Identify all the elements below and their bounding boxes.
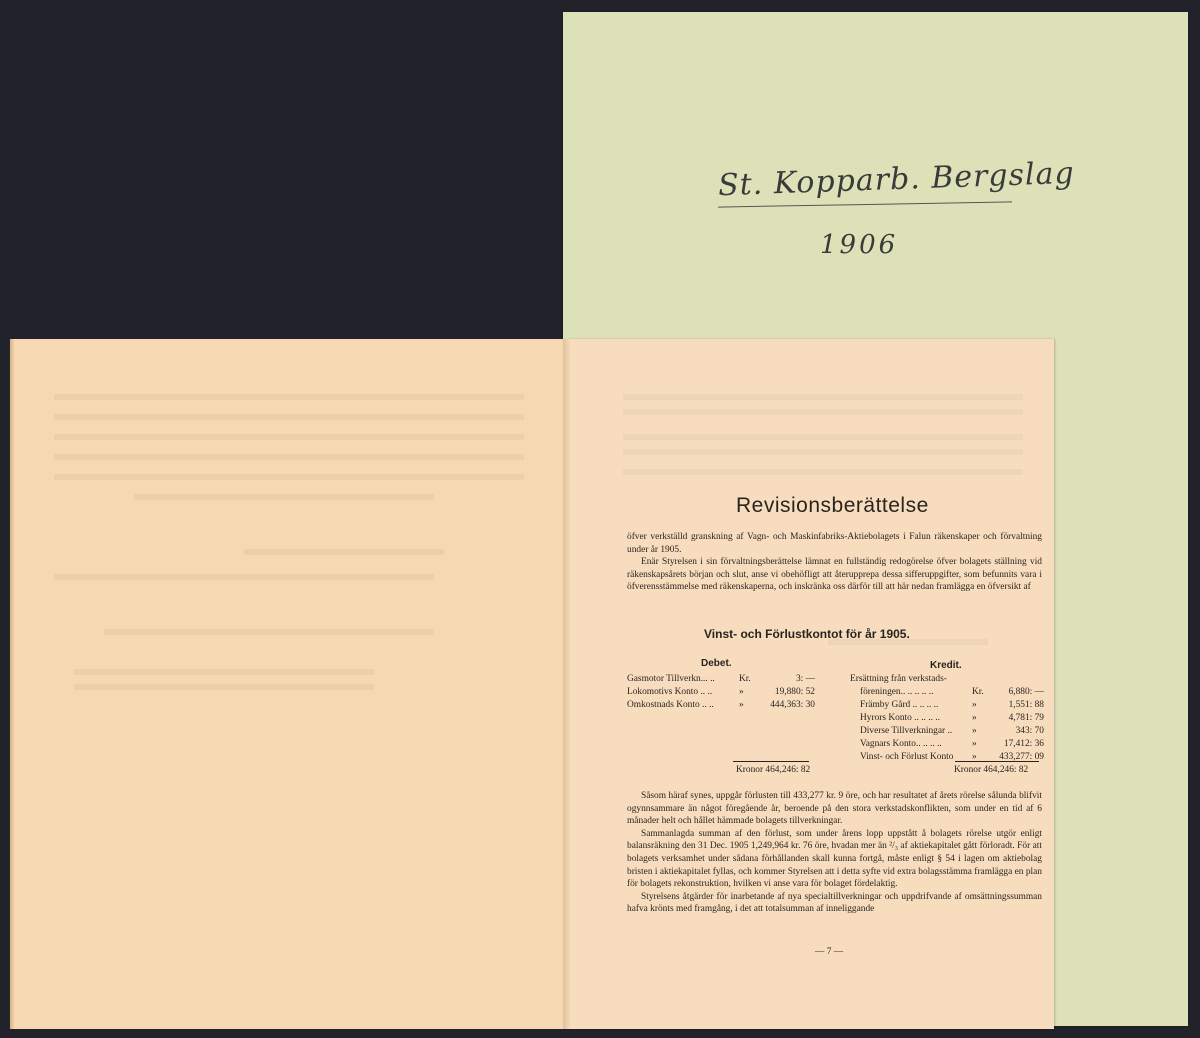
bleed-through-line [623, 394, 1023, 400]
ledger-unit: » [972, 739, 977, 749]
bleed-through-line [623, 449, 1023, 455]
ledger-row [627, 674, 815, 687]
intro-paragraph: Enär Styrelsen i sin förvaltningsberättelse lämnat en fullständig redogörelse öfver bolagets ställning vid räkenskapsårets början och slut, anse vi obehöfligt att återupprepa dessa sifferuppgifter, som befunnits vara i öfverensstämmelse med räkenskaperna, och inskränka oss därför till att här nedan framlägga en öfversikt af [627, 557, 1042, 593]
ledger-label: Främby Gård .. .. .. .. [860, 700, 939, 710]
bleed-through-line [244, 549, 444, 555]
ledger-unit: » [972, 713, 977, 723]
ledger-unit: » [739, 700, 744, 710]
kredit-heading: Kredit. [930, 660, 962, 671]
ledger-unit: » [972, 726, 977, 736]
bleed-through-line [623, 409, 1023, 415]
ledger-amount: 4,781: 79 [1008, 713, 1044, 723]
bleed-through-line [74, 669, 374, 675]
bleed-through-line [54, 434, 524, 440]
body-paragraph: Sammanlagda summan af den förlust, som under årens lopp uppstått å bolagets rörelse utgör enligt balansräkning den 31 Dec. 1905 1,249,964 kr. 76 öre, hvadan mer än ²/₃ af aktiekapitalet gått förloradt. För att bolagets verksamhet under sådana förhållanden skall kunna fortgå, måste enligt § 54 i lagen om aktiebolag bristen i aktiekapitalet fyllas, och kommer Styrelsen att i detta syfte vid extra bolagsstämma framlägga en plan för bolagets rekonstruktion, hvilken vi anse vara för bolaget fördelaktig. [627, 828, 1042, 890]
bleed-through-line [54, 454, 524, 460]
ledger-amount: 343: 70 [1015, 726, 1044, 736]
kredit-total: Kronor 464,246: 82 [954, 765, 1029, 775]
ledger-label: Vinst- och Förlust Konto [860, 752, 954, 762]
bleed-through-line [54, 474, 524, 480]
ledger-amount: 3: — [795, 674, 815, 684]
kredit-column [832, 674, 1044, 765]
ledger-row [627, 700, 815, 713]
ledger-amount: 433,277: 09 [999, 752, 1044, 762]
bleed-through-line [54, 574, 434, 580]
ledger-amount: 1,551: 88 [1008, 700, 1044, 710]
ledger-label: Ersättning från verkstads- [850, 674, 947, 684]
debet-total-rule [733, 761, 809, 762]
body-paragraph: Såsom häraf synes, uppgår förlusten till 433,277 kr. 9 öre, och har resultatet af årets rörelse sålunda blifvit ogynnsammare än något föregående år, beroende på den stora verkstadskonflikten, som under en tid af 6 månader helt och hållet hämmade bolagets tillverkningar. [627, 791, 1042, 827]
ledger-label: Gasmotor Tillverkn... .. [627, 674, 715, 684]
ledger-label: Hyrors Konto .. .. .. .. [860, 713, 940, 723]
body-paragraph: Styrelsens åtgärder för inarbetande af nya specialtillverkningar och uppdrifvande af omsättningssumman hafva krönts med framgång, i det att totalsumman af inneliggande [627, 891, 1042, 915]
body-text [627, 790, 1042, 916]
ledger-row [832, 674, 1044, 687]
bleed-through-line [54, 414, 524, 420]
left-page [14, 339, 568, 1029]
report-title: Revisionsberättelse [736, 494, 929, 517]
bleed-through-line [623, 469, 1023, 475]
handwritten-title: St. Kopparb. Bergslag [717, 155, 1076, 204]
kredit-total-rule [955, 761, 1039, 762]
ledger-unit: Kr. [972, 687, 984, 697]
ledger-amount: 6,880: — [1008, 687, 1044, 697]
bleed-through-line [134, 494, 434, 500]
intro-text [627, 531, 1042, 594]
bleed-through-line [104, 629, 434, 635]
ledger-amount: 17,412: 36 [1003, 739, 1044, 749]
ledger-row [832, 739, 1044, 752]
ledger-unit: » [739, 687, 744, 697]
ledger-unit: Kr. [739, 674, 751, 684]
ledger-unit: » [972, 700, 977, 710]
page-fold [563, 339, 571, 1029]
ledger-label: föreningen.. .. .. .. .. [860, 687, 934, 697]
handwritten-year: 1906 [820, 230, 899, 260]
debet-total: Kronor 464,246: 82 [736, 765, 811, 775]
ledger-row [832, 713, 1044, 726]
ledger-row [627, 687, 815, 700]
ledger-label: Vagnars Konto.. .. .. .. [860, 739, 942, 749]
ledger-row [832, 700, 1044, 713]
ledger-unit: » [972, 752, 977, 762]
bleed-through-line [74, 684, 374, 690]
ledger-row [832, 687, 1044, 700]
ledger-amount: 444,363: 30 [770, 700, 815, 710]
bleed-through-line [623, 434, 1023, 440]
ledger-amount: 19,880: 52 [774, 687, 815, 697]
ledger-label: Omkostnads Konto .. .. [627, 700, 714, 710]
ledger-row [832, 752, 1044, 765]
intro-paragraph: öfver verkställd granskning af Vagn- och Maskinfabriks-Aktiebolagets i Falun räkenskaper och förvaltning under år 1905. [627, 532, 1042, 555]
ledger-label: Diverse Tillverkningar .. [860, 726, 953, 736]
ledger-label: Lokomotivs Konto .. .. [627, 687, 713, 697]
ledger-row [832, 726, 1044, 739]
page-number: — 7 — [815, 947, 844, 957]
bleed-through-line [54, 394, 524, 400]
debet-heading: Debet. [701, 658, 732, 669]
debet-column [627, 674, 815, 713]
account-title: Vinst- och Förlustkontot för år 1905. [704, 627, 910, 641]
